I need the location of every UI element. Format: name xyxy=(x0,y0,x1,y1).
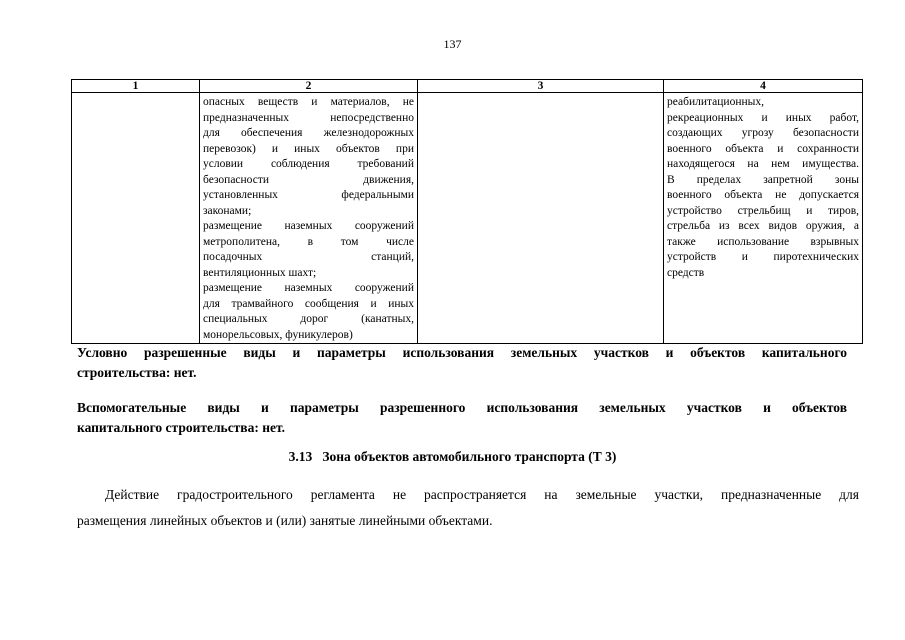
cell-line: устройство стрельбищ и тиров, xyxy=(667,204,859,217)
paragraph-line: Действие градостроительного регламента не распространяется на земельные участки, предназначенные для xyxy=(105,487,859,502)
cell-line: создающих угрозу безопасности xyxy=(667,127,859,139)
cell-line: реабилитационных, xyxy=(667,96,764,108)
cell-text-col2 xyxy=(203,93,414,343)
table-cell-col4 xyxy=(664,93,863,344)
cell-line: законами; xyxy=(203,204,252,217)
cell-text-col4 xyxy=(667,93,859,281)
cell-line: условии соблюдения требований xyxy=(203,158,414,170)
cell-line: стрельба из всех видов оружия, а xyxy=(667,220,859,232)
paragraph-line: Вспомогательные виды и параметры разрешенного использования земельных участков и объектов xyxy=(77,400,847,415)
cell-line: размещение наземных сооружений xyxy=(203,282,414,294)
cell-line: устройств и пиротехнических xyxy=(667,251,859,263)
conditional-uses-paragraph xyxy=(77,343,847,383)
paragraph-line: строительства: нет. xyxy=(77,365,197,380)
cell-line: В пределах запретной зоны xyxy=(667,173,859,186)
cell-line: размещение наземных сооружений xyxy=(203,220,414,232)
page-number: 137 xyxy=(443,37,462,51)
cell-line: для трамвайного сообщения и иных xyxy=(203,297,414,310)
cell-line: рекреационных и иных работ, xyxy=(667,111,859,124)
regulation-table xyxy=(71,79,863,344)
cell-line: специальных дорог (канатных, xyxy=(203,313,414,325)
table-cell-col1 xyxy=(72,93,200,344)
table-cell-col3 xyxy=(418,93,664,344)
column-header: 3 xyxy=(418,80,664,93)
cell-line: посадочных станций, xyxy=(203,251,414,263)
column-header: 4 xyxy=(664,80,863,93)
paragraph-line: размещения линейных объектов и (или) занятые линейными объектами. xyxy=(77,513,493,528)
cell-line: военного объекта и сохранности xyxy=(667,142,859,155)
table-header-row xyxy=(72,80,863,93)
table-row xyxy=(72,93,863,344)
cell-line: для обеспечения железнодорожных xyxy=(203,127,414,139)
paragraph-line: капитального строительства: нет. xyxy=(77,420,285,435)
cell-line: вентиляционных шахт; xyxy=(203,266,317,279)
column-header: 1 xyxy=(72,80,200,93)
cell-line: находящегося на нем имущества. xyxy=(667,158,859,170)
cell-line: опасных веществ и материалов, не xyxy=(203,96,414,108)
cell-line: монорельсовых, фуникулеров) xyxy=(203,328,353,341)
paragraph-line: Условно разрешенные виды и параметры использования земельных участков и объектов капитального xyxy=(77,345,847,360)
cell-line: метрополитена, в том числе xyxy=(203,235,414,248)
auxiliary-uses-paragraph xyxy=(77,398,847,438)
cell-line: предназначенных непосредственно xyxy=(203,111,414,124)
cell-line: также использование взрывных xyxy=(667,235,859,248)
section-body-paragraph xyxy=(77,482,859,534)
cell-line: перевозок) и иных объектов при xyxy=(203,142,414,155)
column-header: 2 xyxy=(200,80,418,93)
cell-line: средств xyxy=(667,266,705,279)
section-heading: 3.13 Зона объектов автомобильного транспорта (Т 3) xyxy=(288,449,617,464)
cell-line: безопасности движения, xyxy=(203,173,414,186)
cell-line: военного объекта не допускается xyxy=(667,189,859,201)
cell-line: установленных федеральными xyxy=(203,189,414,201)
table-cell-col2 xyxy=(200,93,418,344)
